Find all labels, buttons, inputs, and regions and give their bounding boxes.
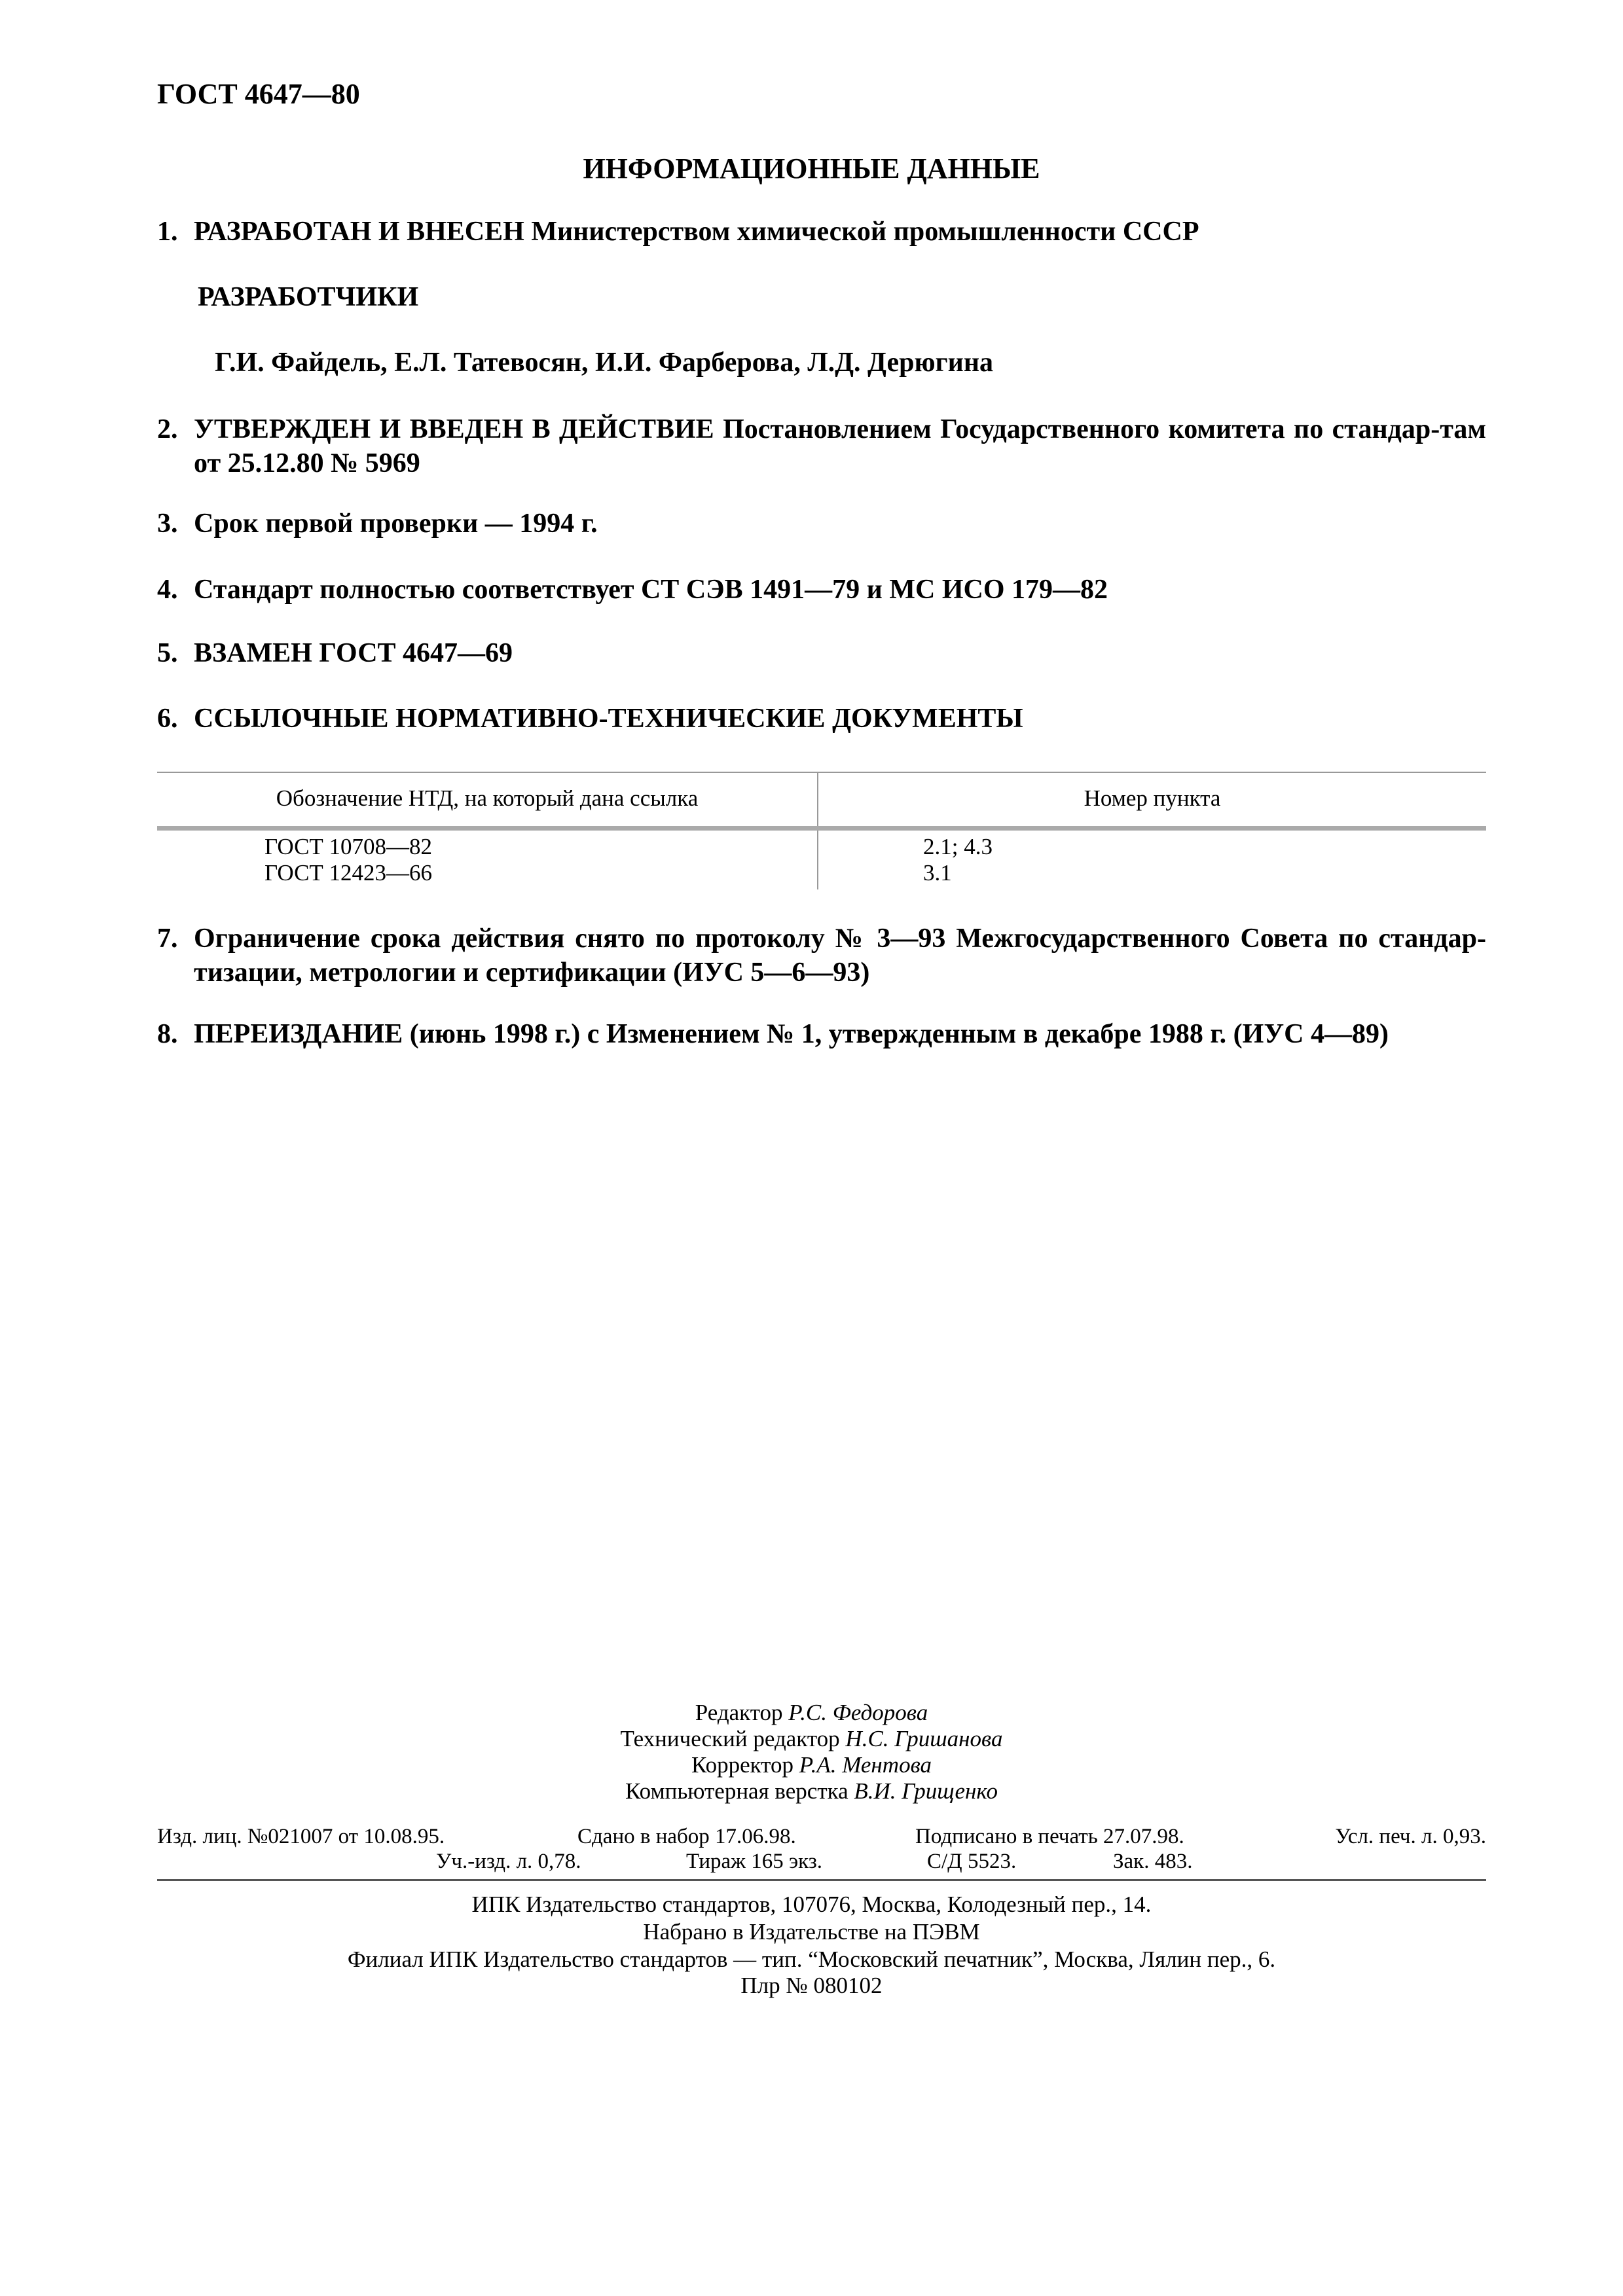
table-cell-clause: 2.1; 4.3	[923, 834, 993, 859]
credit-tech-editor	[0, 1726, 1623, 1752]
item-number: 2.	[157, 414, 178, 444]
item-text: ПЕРЕИЗДАНИЕ (июнь 1998 г.) с Изменением № 1, утвержденным в декабре 1988 г. (ИУС 4—89)	[194, 1019, 1389, 1049]
publisher-line: Филиал ИПК Издательство стандартов — тип. “Московский печатник”, Москва, Лялин пер., 6.	[347, 1946, 1276, 1972]
item-number: 5.	[157, 638, 178, 668]
item-lead: УТВЕРЖДЕН И ВВЕДЕН В ДЕЙСТВИЕ	[194, 414, 714, 444]
credit-role: Редактор	[695, 1700, 789, 1725]
info-item-4	[157, 573, 1486, 607]
credit-role: Технический редактор	[620, 1726, 846, 1751]
publisher-line: Плр № 080102	[740, 1973, 883, 1998]
item-text: Стандарт полностью соответствует СТ СЭВ 1491—79 и МС ИСО 179—82	[194, 575, 1108, 605]
item-number: 1.	[157, 217, 178, 247]
developers-label: РАЗРАБОТЧИКИ	[198, 282, 419, 312]
item-text: Постановлением Государственного комитета по стандар-там от 25.12.80 № 5969	[194, 414, 1486, 478]
info-item-7	[157, 922, 1486, 990]
item-number: 8.	[157, 1019, 178, 1049]
credit-role: Компьютерная верстка	[625, 1778, 854, 1804]
footer-divider	[157, 1879, 1486, 1881]
item-text: ВЗАМЕН ГОСТ 4647—69	[194, 638, 513, 668]
table-header-clause: Номер пункта	[1084, 785, 1221, 811]
item-text: ССЫЛОЧНЫЕ НОРМАТИВНО-ТЕХНИЧЕСКИЕ ДОКУМЕНТЫ	[194, 704, 1023, 734]
sd-number: С/Д 5523.	[927, 1850, 1017, 1873]
table-cell-designation: ГОСТ 12423—66	[264, 860, 433, 886]
credit-role: Корректор	[691, 1752, 799, 1778]
table-cell-clause: 3.1	[923, 860, 952, 886]
info-item-5	[157, 636, 1486, 670]
credit-name: Р.А. Ментова	[799, 1752, 932, 1778]
publisher-line: Набрано в Издательстве на ПЭВМ	[643, 1919, 980, 1945]
signed-date: Подписано в печать 27.07.98.	[915, 1825, 1184, 1848]
printed-sheets: Усл. печ. л. 0,93.	[1335, 1825, 1486, 1848]
item-text: Ограничение срока действия снято по протоколу № 3—93 Межгосударственного Совета по стандар-тизации, метрологии и сертификации (ИУС 5—6—93)	[194, 924, 1486, 988]
table-cell-designation: ГОСТ 10708—82	[264, 834, 433, 859]
item-lead: РАЗРАБОТАН И ВНЕСЕН	[194, 217, 524, 247]
page-title: ИНФОРМАЦИОННЫЕ ДАННЫЕ	[583, 152, 1040, 185]
info-item-3	[157, 507, 1486, 541]
item-number: 7.	[157, 924, 178, 954]
credit-layout	[0, 1778, 1623, 1804]
info-item-8	[157, 1017, 1486, 1051]
table-top-rule	[157, 772, 1486, 773]
order-number: Зак. 483.	[1113, 1850, 1193, 1873]
publisher-line: ИПК Издательство стандартов, 107076, Москва, Колодезный пер., 14.	[471, 1892, 1152, 1917]
publisher-sheets: Уч.-изд. л. 0,78.	[436, 1850, 581, 1873]
info-item-6	[157, 702, 1486, 736]
table-header-rule	[157, 826, 1486, 831]
item-text: Министерством химической промышленности СССР	[524, 217, 1199, 247]
credit-proofreader	[0, 1752, 1623, 1778]
item-number: 3.	[157, 509, 178, 539]
credit-name: В.И. Грищенко	[854, 1778, 998, 1804]
table-header-designation: Обозначение НТД, на который дана ссылка	[276, 785, 699, 811]
document-code: ГОСТ 4647—80	[157, 78, 360, 110]
license-info: Изд. лиц. №021007 от 10.08.95.	[157, 1825, 445, 1848]
credit-name: Н.С. Гришанова	[845, 1726, 1003, 1751]
credit-name: Р.С. Федорова	[788, 1700, 928, 1725]
item-text: Срок первой проверки — 1994 г.	[194, 509, 598, 539]
info-item-1	[157, 215, 1486, 249]
credit-editor	[0, 1700, 1623, 1726]
typeset-date: Сдано в набор 17.06.98.	[577, 1825, 796, 1848]
info-item-2	[157, 412, 1486, 480]
item-number: 4.	[157, 575, 178, 605]
developers-names: Г.И. Файдель, Е.Л. Татевосян, И.И. Фарберова, Л.Д. Дерюгина	[215, 348, 994, 378]
item-number: 6.	[157, 704, 178, 734]
print-run: Тираж 165 экз.	[686, 1850, 822, 1873]
